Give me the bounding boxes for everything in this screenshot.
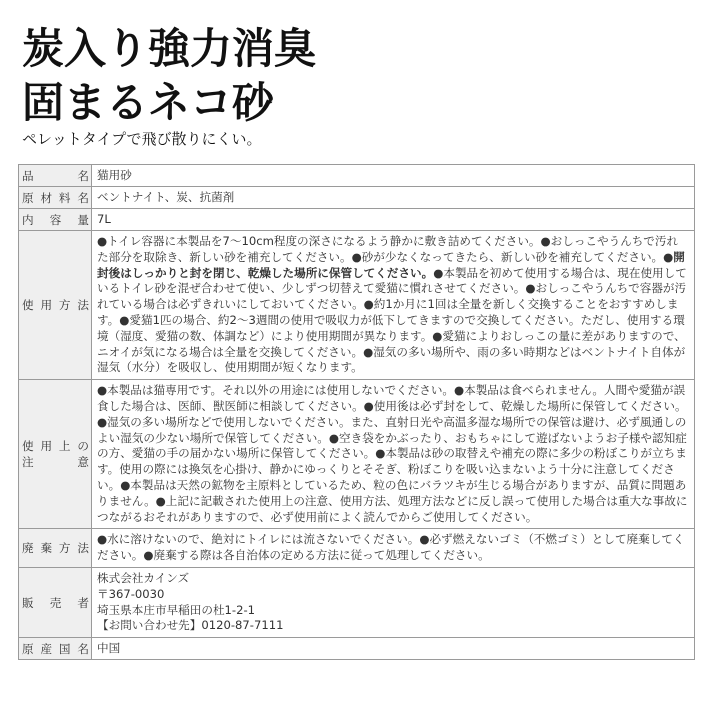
seller-contact: 【お問い合わせ先】0120-87-7111 <box>97 618 284 633</box>
spec-value-cautions: ●本製品は猫専用です。それ以外の用途には使用しないでください。●本製品は食べられません。人間や愛猫が誤食した場合は、医師、獣医師に相談してください。●使用後は必ず封をして、乾燥した場所に保管してください。●湿気の多い場所などで使用しないでください。また、直射日光や高温多湿な場所での保管は避け、必ず風通しのよい湿気の少ない場所で保管してください。●空き袋をかぶったり、おもちゃにして遊ばないようお子様や認知症の方、愛猫の手の届かない場所に保管してください。●本製品は砂の取替えや補充の際に多少の粉ぼこりが立ちます。使用の際には換気を心掛け、静かにゆっくりとそそぎ、粉ぼこりを吸い込まないよう十分に注意してください。●本製品は天然の鉱物を主原料としているため、粒の色にバラツキが生じる場合がありますが、品質に問題ありません。●上記に記載された使用上の注意、使用方法、処理方法などに反し誤って使用した場合は重大な事故につながるおそれがありますので、必ず使用前によく読んでからご使用してください。 <box>92 380 695 529</box>
usage-text-bold: 開封後はしっかりと封を閉じ、乾燥した場所に保管してください。 <box>97 249 685 280</box>
spec-row-usage <box>19 231 695 380</box>
spec-value-disposal: ●水に溶けないので、絶対にトイレには流さないでください。●必ず燃えないゴミ（不燃ゴミ）として廃棄してください。●廃棄する際は各自治体の定める方法に従って処理してください。 <box>92 529 695 568</box>
usage-text-part-2: ●本製品を初めて使用する場合は、現在使用しているトイレ砂を混ぜ合わせて使い、少しずつ切替えて愛猫に慣れさせてください。●おしっこやうんちで容器が汚れている場合は必ずきれいにしておいてください。●約1か月に1回は全量を新しく交換することをおすすめします。●愛猫1匹の場合、約2〜3週間の使用で吸収力が低下してきますので交換してください。ただし、使用する環境（湿度、愛猫の数、体調など）により使用期間が異なります。●愛猫によりおしっこの量に差がありますので、ニオイが気になる場合は全量を交換してください。●湿気の多い場所や、雨の多い時期などはベントナイト自体が湿気（水分）を吸収し、使用期間が短くなります。 <box>97 265 687 375</box>
spec-row-materials <box>19 187 695 209</box>
spec-label-cautions: 使 用 上 の 注 意 <box>19 380 92 529</box>
seller-company: 株式会社カインズ <box>97 570 190 585</box>
spec-label-volume: 内 容 量 <box>19 209 92 231</box>
spec-label-disposal: 廃 棄 方 法 <box>19 529 92 568</box>
spec-table <box>18 164 695 660</box>
spec-label-origin: 原 産 国 名 <box>19 638 92 660</box>
spec-row-name <box>19 165 695 187</box>
product-title-line-1: 炭入り強力消臭 <box>22 24 317 73</box>
spec-row-origin <box>19 638 695 660</box>
spec-value-usage <box>92 231 695 380</box>
spec-label-seller: 販 売 者 <box>19 567 92 637</box>
product-title <box>22 22 316 130</box>
spec-value-volume: 7L <box>92 209 695 231</box>
seller-address: 埼玉県本庄市早稲田の杜1-2-1 <box>97 602 256 617</box>
spec-row-volume <box>19 209 695 231</box>
spec-value-materials: ベントナイト、炭、抗菌剤 <box>92 187 695 209</box>
spec-row-disposal <box>19 529 695 568</box>
spec-row-seller <box>19 567 695 637</box>
spec-row-cautions <box>19 380 695 529</box>
product-subtitle: ペレットタイプで飛び散りにくい。 <box>22 130 262 148</box>
spec-value-origin: 中国 <box>92 638 695 660</box>
spec-label-materials: 原 材 料 名 <box>19 187 92 209</box>
spec-label-usage: 使 用 方 法 <box>19 231 92 380</box>
spec-label-name: 品 名 <box>19 165 92 187</box>
product-title-line-2: 固まるネコ砂 <box>22 78 275 127</box>
usage-text-part-1: ●トイレ容器に本製品を7〜10cm程度の深さになるよう静かに敷き詰めてください。●おしっこやうんちで汚れた部分を取除き、新しい砂を補充してください。●砂が少なくなってきたら、新しい砂を補充してください。● <box>97 234 679 264</box>
spec-value-seller <box>92 567 695 637</box>
spec-value-name: 猫用砂 <box>92 165 695 187</box>
seller-postal-code: 〒367-0030 <box>97 586 165 601</box>
